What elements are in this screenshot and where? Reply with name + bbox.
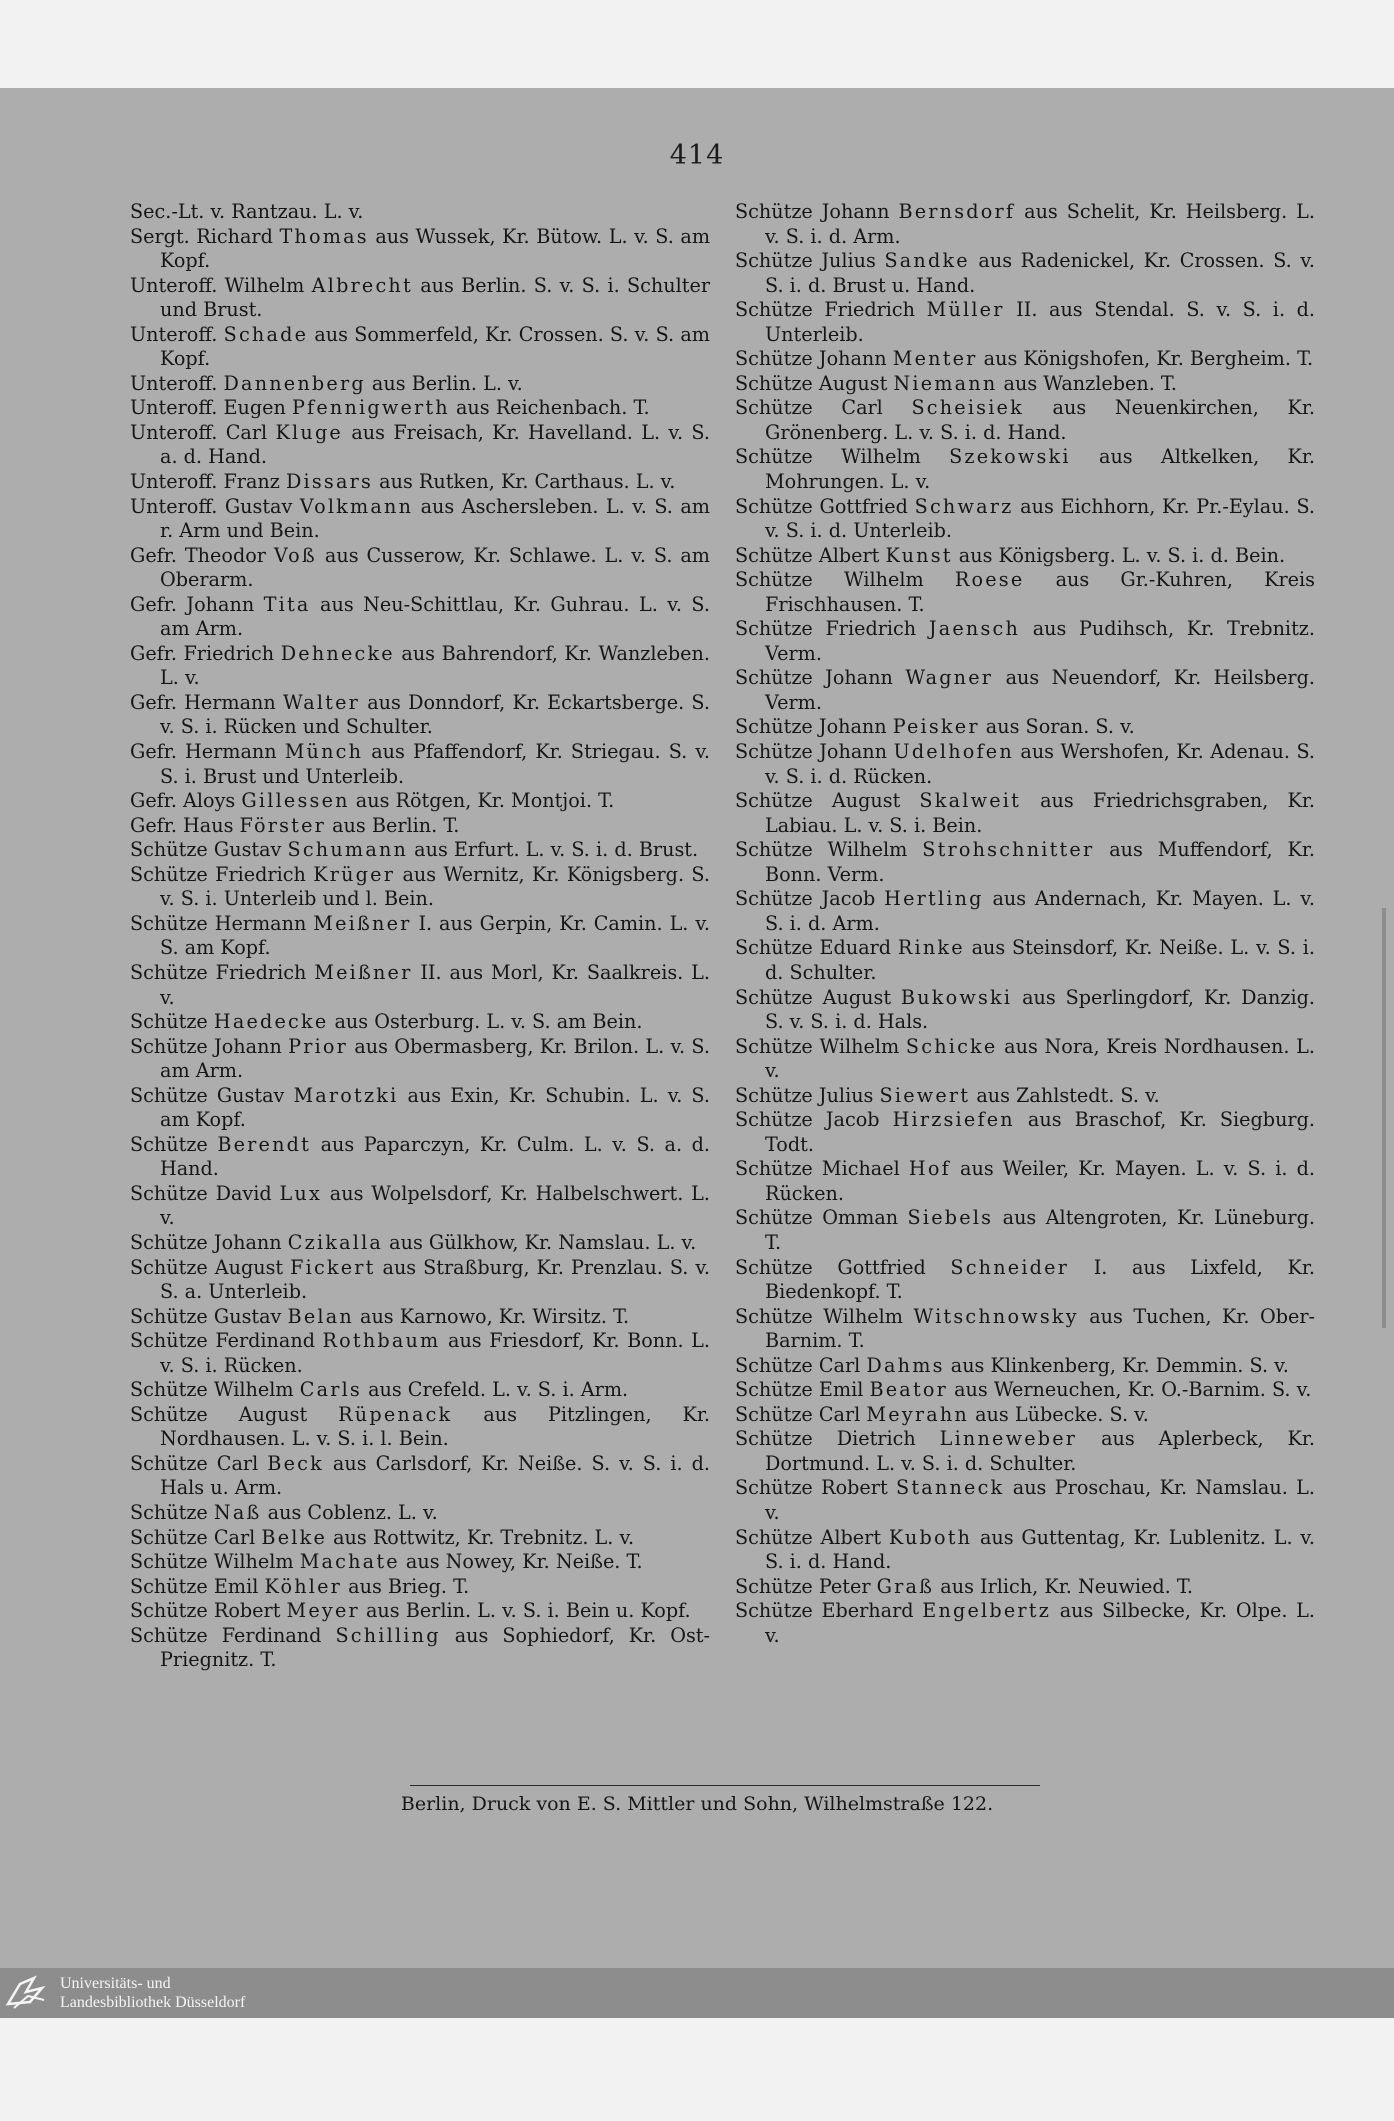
entry-text: Schütze Carl [735, 1353, 867, 1377]
entry-text: Unteroff. Carl [130, 420, 276, 444]
entry-surname: Hirzsiefen [892, 1108, 1015, 1132]
casualty-entry [735, 568, 1315, 617]
entry-text: Schütze Julius [735, 1083, 880, 1107]
casualty-entry [735, 1403, 1315, 1428]
entry-text: Unteroff. [130, 371, 224, 395]
casualty-entry [735, 495, 1315, 544]
entry-surname: Roese [954, 568, 1025, 592]
entry-text: aus Gr.-Kuhren, Kreis Frischhausen. T. [765, 568, 1316, 616]
library-watermark [4, 1970, 245, 2016]
casualty-entry [735, 1427, 1315, 1476]
entry-surname: Tita [263, 592, 311, 616]
entry-text: Schütze August [735, 371, 894, 395]
entry-text: Schütze Peter [735, 1574, 877, 1598]
entry-text: aus Sophiedorf, Kr. Ost-Priegnitz. T. [160, 1623, 710, 1672]
entry-text: Schütze Carl [130, 1451, 268, 1475]
entry-surname: Berendt [217, 1132, 312, 1156]
casualty-entry [735, 789, 1315, 838]
entry-surname: Dahms [866, 1353, 945, 1377]
entry-text: aus Berlin. L. v. S. i. Bein u. Kopf. [359, 1599, 691, 1623]
entry-text: Schütze Hermann [130, 911, 314, 935]
entry-text: II. aus Morl, Kr. Saalkreis. L. v. [160, 960, 710, 1009]
entry-text: aus Sommerfeld, Kr. Crossen. S. v. S. am Kopf. [160, 322, 710, 371]
entry-surname: Beck [267, 1451, 324, 1475]
entry-surname: Carls [299, 1378, 362, 1402]
entry-text: Unteroff. [130, 322, 224, 346]
library-name-line1: Universitäts- und [60, 1975, 171, 1992]
entry-text: aus Neuenkirchen, Kr. Grönenberg. L. v. S. i. d. Hand. [765, 396, 1315, 444]
casualty-entry [735, 1157, 1315, 1206]
entry-text: Schütze August [735, 985, 901, 1009]
entry-surname: Machate [299, 1550, 400, 1574]
printer-imprint: Berlin, Druck von E. S. Mittler und Sohn, Wilhelmstraße 122. [400, 1793, 994, 1815]
entry-text: aus Tuchen, Kr. Ober-Barnim. T. [765, 1304, 1315, 1353]
entry-text: Sec.-Lt. v. Rantzau. L. v. [130, 200, 364, 223]
entry-text: Unteroff. Wilhelm [130, 273, 312, 297]
entry-surname: Witschnowsky [913, 1304, 1079, 1328]
entry-surname: Marotzki [293, 1083, 399, 1107]
entry-text: aus Steinsdorf, Kr. Neiße. L. v. S. i. d. Schulter. [765, 936, 1315, 984]
casualty-entry [735, 1354, 1315, 1379]
casualty-entry [130, 863, 710, 912]
entry-text: Schütze Carl [130, 1525, 262, 1549]
casualty-entry [735, 396, 1315, 445]
casualty-entry [735, 298, 1315, 347]
scanned-page [0, 88, 1394, 2018]
casualty-entry [130, 642, 710, 691]
entry-surname: Beator [869, 1378, 948, 1402]
casualty-entry [130, 691, 710, 740]
entry-surname: Czikalla [287, 1230, 384, 1254]
casualty-entry [735, 1084, 1315, 1109]
entry-text: Schütze Wilhelm [735, 1034, 906, 1058]
entry-surname: Fickert [290, 1255, 376, 1279]
entry-text: Schütze Wilhelm [735, 838, 923, 862]
casualty-entry [735, 347, 1315, 372]
entry-surname: Belan [287, 1304, 354, 1328]
left-column [130, 200, 710, 1673]
entry-text: aus Friedrichsgraben, Kr. Labiau. L. v. S. i. Bein. [765, 789, 1315, 837]
library-logo-icon [4, 1970, 52, 2016]
casualty-entry [130, 1550, 710, 1575]
entry-text: aus Rutken, Kr. Carthaus. L. v. [373, 470, 676, 494]
entry-text: Gefr. Johann [130, 592, 264, 616]
entry-text: Schütze Johann [735, 715, 893, 739]
entry-text: aus Sperlingdorf, Kr. Danzig. S. v. S. i. d. Hals. [765, 985, 1315, 1034]
casualty-entry [735, 445, 1315, 494]
casualty-entry [735, 1476, 1315, 1525]
entry-surname: Naß [213, 1500, 262, 1524]
entry-text: aus Brieg. T. [342, 1574, 470, 1598]
entry-surname: Schneider [950, 1255, 1070, 1279]
entry-text: Schütze Friedrich [130, 862, 314, 886]
entry-text: Schütze Eduard [735, 936, 898, 960]
entry-surname: Haedecke [213, 1010, 329, 1034]
entry-text: Schütze Johann [735, 740, 894, 764]
entry-text: aus Wolpelsdorf, Kr. Halbelschwert. L. v. [160, 1181, 711, 1230]
entry-surname: Köhler [264, 1574, 343, 1598]
entry-text: aus Cusserow, Kr. Schlawe. L. v. S. am Oberarm. [160, 543, 711, 592]
casualty-entry [130, 372, 710, 397]
casualty-entry [735, 1378, 1315, 1403]
entry-text: Schütze Wilhelm [735, 445, 950, 469]
entry-text: I. aus Gerpin, Kr. Camin. L. v. S. am Kopf. [160, 911, 711, 960]
entry-surname: Engelbertz [922, 1599, 1052, 1623]
entry-surname: Kunst [885, 543, 953, 567]
entry-surname: Menter [892, 347, 978, 371]
entry-text: aus Pudihsch, Kr. Trebnitz. Verm. [765, 617, 1315, 665]
casualty-entry [735, 887, 1315, 936]
casualty-entry [735, 1575, 1315, 1600]
casualty-entry [130, 1329, 710, 1378]
entry-text: Schütze Johann [130, 1230, 288, 1254]
entry-surname: Meyrahn [866, 1402, 969, 1426]
entry-text: aus Pfaffendorf, Kr. Striegau. S. v. S. i. Brust und Unterleib. [160, 740, 710, 788]
entry-text: Gefr. Haus [130, 813, 240, 837]
entry-text: aus Freisach, Kr. Havelland. L. v. S. a. d. Hand. [160, 420, 710, 469]
entry-text: aus Friesdorf, Kr. Bonn. L. v. S. i. Rücken. [160, 1329, 710, 1377]
casualty-entry [130, 421, 710, 470]
entry-surname: Skalweit [919, 789, 1021, 813]
entry-surname: Bukowski [900, 985, 1013, 1009]
entry-text: aus Lübecke. S. v. [969, 1402, 1149, 1426]
entry-text: aus Neu-Schittlau, Kr. Guhrau. L. v. S. am Arm. [160, 592, 710, 641]
casualty-entry [130, 814, 710, 839]
entry-text: Schütze Wilhelm [130, 1550, 300, 1574]
entry-text: Schütze [130, 1010, 214, 1034]
entry-text: Gefr. Theodor [130, 543, 274, 567]
casualty-entry [735, 1206, 1315, 1255]
entry-text: aus Coblenz. L. v. [261, 1500, 438, 1524]
right-column [735, 200, 1315, 1648]
entry-surname: Rüpenack [338, 1402, 453, 1426]
entry-text: Schütze Eberhard [735, 1599, 923, 1623]
entry-text: aus Rottwitz, Kr. Trebnitz. L. v. [327, 1525, 635, 1549]
entry-text: aus Wussek, Kr. Bütow. L. v. S. am Kopf. [160, 224, 711, 273]
entry-surname: Belke [261, 1525, 327, 1549]
entry-text: Schütze Albert [735, 1525, 889, 1549]
scan-edge-shadow [1382, 908, 1386, 1328]
entry-surname: Kuboth [888, 1525, 973, 1549]
entry-surname: Graß [876, 1574, 935, 1598]
entry-text: Schütze August [130, 1402, 339, 1426]
entry-text: II. aus Stendal. S. v. S. i. d. Unterleib. [765, 298, 1315, 346]
casualty-entry [130, 789, 710, 814]
entry-surname: Peisker [892, 715, 980, 739]
entry-surname: Schilling [335, 1623, 441, 1647]
entry-text: Schütze Gottfried [735, 494, 915, 518]
casualty-entry [130, 740, 710, 789]
casualty-entry [735, 1305, 1315, 1354]
entry-text: aus Königshofen, Kr. Bergheim. T. [977, 347, 1314, 371]
casualty-entry [130, 470, 710, 495]
casualty-entry [130, 1378, 710, 1403]
casualty-entry [130, 1182, 710, 1231]
entry-text: Schütze Jacob [735, 1108, 893, 1132]
entry-surname: Schumann [287, 838, 409, 862]
casualty-entry [130, 495, 710, 544]
casualty-entry [735, 1108, 1315, 1157]
casualty-entry [130, 1501, 710, 1526]
casualty-entry [130, 274, 710, 323]
entry-surname: Linneweber [939, 1427, 1078, 1451]
entry-text: aus Zahlstedt. S. v. [970, 1083, 1160, 1107]
casualty-entry [735, 1035, 1315, 1084]
entry-text: Schütze Dietrich [735, 1427, 940, 1451]
entry-text: Schütze [130, 1500, 214, 1524]
entry-text: aus Nowey, Kr. Neiße. T. [399, 1550, 643, 1574]
entry-surname: Rothbaum [322, 1329, 441, 1353]
entry-text: Unteroff. Gustav [130, 494, 300, 518]
entry-text: aus Werneuchen, Kr. O.-Barnim. S. v. [947, 1378, 1312, 1402]
entry-text: Schütze Gottfried [735, 1255, 951, 1279]
casualty-entry [130, 200, 710, 225]
casualty-entry [735, 1526, 1315, 1575]
entry-surname: Niemann [893, 371, 998, 395]
entry-text: aus Obermasberg, Kr. Brilon. L. v. S. am Arm. [160, 1034, 710, 1083]
casualty-entry [130, 1599, 710, 1624]
casualty-entry [130, 912, 710, 961]
entry-text: aus Aschersleben. L. v. S. am r. Arm und Bein. [160, 494, 710, 543]
entry-surname: Jaensch [928, 617, 1021, 641]
casualty-entry [735, 838, 1315, 887]
entry-text: Schütze David [130, 1181, 280, 1205]
casualty-entry [130, 1305, 710, 1330]
entry-surname: Gillessen [241, 789, 350, 813]
entry-surname: Siebels [907, 1206, 994, 1230]
entry-text: aus Klinkenberg, Kr. Demmin. S. v. [944, 1353, 1289, 1377]
casualty-entry [130, 1231, 710, 1256]
casualty-entry [735, 249, 1315, 298]
entry-text: aus Wernitz, Kr. Königsberg. S. v. S. i. Unterleib und l. Bein. [160, 862, 710, 911]
entry-text: Schütze Gustav [130, 1083, 294, 1107]
casualty-entry [735, 1256, 1315, 1305]
entry-text: Schütze Friedrich [735, 298, 927, 322]
entry-text: aus Reichenbach. T. [449, 396, 650, 420]
entry-text: aus Berlin. S. v. S. i. Schulter und Brust. [160, 273, 710, 322]
entry-surname: Prior [288, 1034, 349, 1058]
entry-text: aus Bahrendorf, Kr. Wanzleben. L. v. [160, 641, 710, 690]
entry-text: Schütze Michael [735, 1157, 909, 1181]
entry-surname: Meyer [286, 1599, 360, 1623]
casualty-entry [130, 1084, 710, 1133]
entry-surname: Förster [239, 813, 327, 837]
entry-text: aus Straßburg, Kr. Prenzlau. S. v. S. a. Unterleib. [160, 1255, 711, 1304]
casualty-entry [735, 1599, 1315, 1648]
entry-text: Schütze Gustav [130, 1304, 288, 1328]
entry-text: aus Gülkhow, Kr. Namslau. L. v. [383, 1230, 697, 1254]
entry-surname: Pfennigwerth [291, 396, 450, 420]
entry-text: Schütze Carl [735, 396, 912, 420]
entry-text: aus Erfurt. L. v. S. i. d. Brust. [408, 838, 699, 862]
entry-text: aus Schelit, Kr. Heilsberg. L. v. S. i. d. Arm. [765, 200, 1315, 248]
entry-text: Schütze [130, 1132, 218, 1156]
entry-surname: Thomas [279, 224, 369, 248]
entry-text: Schütze Friedrich [735, 617, 929, 641]
entry-surname: Hertling [884, 887, 984, 911]
casualty-entry [130, 225, 710, 274]
entry-surname: Krüger [313, 862, 396, 886]
entry-surname: Lux [279, 1181, 322, 1205]
entry-text: Schütze Gustav [130, 838, 288, 862]
entry-text: Schütze Johann [130, 1034, 289, 1058]
entry-text: aus Altengroten, Kr. Lüneburg. T. [765, 1206, 1315, 1254]
library-name [60, 1974, 245, 2012]
entry-text: Gefr. Aloys [130, 789, 242, 813]
entry-surname: Dehnecke [280, 641, 395, 665]
entry-text: aus Paparczyn, Kr. Culm. L. v. S. a. d. Hand. [160, 1132, 710, 1181]
entry-text: Schütze Ferdinand [130, 1329, 323, 1353]
entry-text: aus Pitzlingen, Kr. Nordhausen. L. v. S. i. l. Bein. [160, 1402, 711, 1451]
entry-text: aus Donndorf, Kr. Eckartsberge. S. v. S. i. Rücken und Schulter. [160, 690, 710, 739]
entry-text: aus Soran. S. v. [979, 715, 1135, 739]
casualty-entry [130, 1256, 710, 1305]
entry-text: Schütze August [130, 1255, 291, 1279]
casualty-entry [130, 838, 710, 863]
casualty-entry [130, 1035, 710, 1084]
entry-surname: Strohschnitter [922, 838, 1095, 862]
entry-text: aus Guttentag, Kr. Lublenitz. L. v. S. i. d. Hand. [765, 1525, 1315, 1574]
entry-text: Schütze Wilhelm [735, 568, 955, 592]
entry-text: Gefr. Hermann [130, 690, 283, 714]
entry-text: aus Carlsdorf, Kr. Neiße. S. v. S. i. d. Hals u. Arm. [160, 1451, 710, 1500]
entry-surname: Dannenberg [223, 371, 366, 395]
entry-surname: Meißner [313, 911, 412, 935]
entry-surname: Volkmann [299, 494, 414, 518]
entry-text: Schütze Johann [735, 347, 893, 371]
entry-text: aus Radenickel, Kr. Crossen. S. v. S. i. d. Brust u. Hand. [765, 249, 1315, 297]
entry-text: aus Exin, Kr. Schubin. L. v. S. am Kopf. [160, 1083, 710, 1132]
entry-surname: Scheisiek [911, 396, 1024, 420]
entry-text: Schütze Wilhelm [735, 1304, 914, 1328]
casualty-entry [735, 715, 1315, 740]
casualty-entry [130, 396, 710, 421]
casualty-entry [735, 986, 1315, 1035]
entry-text: aus Königsberg. L. v. S. i. d. Bein. [952, 543, 1286, 567]
entry-surname: Stanneck [896, 1476, 1005, 1500]
entry-text: Schütze Albert [735, 543, 886, 567]
casualty-entry [735, 666, 1315, 715]
entry-text: I. aus Lixfeld, Kr. Biedenkopf. T. [765, 1255, 1316, 1304]
casualty-entry [130, 593, 710, 642]
entry-text: Schütze Carl [735, 1402, 867, 1426]
entry-text: Schütze Wilhelm [130, 1378, 300, 1402]
entry-text: aus Crefeld. L. v. S. i. Arm. [361, 1378, 629, 1402]
casualty-entry [735, 617, 1315, 666]
entry-text: Unteroff. Franz [130, 470, 286, 494]
entry-text: Schütze Jacob [735, 887, 885, 911]
entry-surname: Müller [926, 298, 1005, 322]
entry-text: aus Altkelken, Kr. Mohrungen. L. v. [765, 445, 1315, 494]
entry-surname: Hof [908, 1157, 951, 1181]
casualty-entry [130, 1526, 710, 1551]
entry-text: aus Silbecke, Kr. Olpe. L. v. [765, 1599, 1315, 1647]
entry-text: Unteroff. Eugen [130, 396, 292, 420]
library-name-line2: Landesbibliothek Düsseldorf [60, 1994, 246, 2011]
entry-text: aus Wanzleben. T. [997, 371, 1177, 395]
casualty-entry [735, 372, 1315, 397]
casualty-entry [735, 936, 1315, 985]
entry-text: aus Nora, Kreis Nordhausen. L. v. [765, 1034, 1315, 1083]
entry-surname: Siewert [879, 1083, 971, 1107]
casualty-entry [735, 200, 1315, 249]
entry-text: Schütze Omman [735, 1206, 908, 1230]
entry-surname: Bernsdorf [898, 200, 1016, 223]
entry-text: Schütze Emil [130, 1574, 265, 1598]
entry-text: aus Eichhorn, Kr. Pr.-Eylau. S. v. S. i. d. Unterleib. [765, 494, 1316, 543]
imprint-divider [410, 1785, 1040, 1786]
entry-text: aus Weiler, Kr. Mayen. L. v. S. i. d. Rücken. [765, 1157, 1315, 1205]
entry-text: Schütze Johann [735, 200, 899, 223]
entry-surname: Münch [284, 740, 364, 764]
entry-surname: Kluge [275, 420, 343, 444]
entry-text: aus Rötgen, Kr. Montjoi. T. [349, 789, 615, 813]
entry-text: aus Wershofen, Kr. Adenau. S. v. S. i. d. Rücken. [765, 740, 1315, 788]
entry-text: aus Aplerbeck, Kr. Dortmund. L. v. S. i. d. Schulter. [765, 1427, 1315, 1475]
entry-surname: Walter [282, 690, 361, 714]
entry-text: aus Karnowo, Kr. Wirsitz. T. [353, 1304, 630, 1328]
casualty-entry [735, 544, 1315, 569]
casualty-entry [130, 1133, 710, 1182]
casualty-entry [735, 740, 1315, 789]
casualty-entry [130, 1575, 710, 1600]
entry-text: Sergt. Richard [130, 224, 280, 248]
entry-text: Schütze Robert [735, 1476, 897, 1500]
entry-text: aus Osterburg. L. v. S. am Bein. [328, 1010, 643, 1034]
entry-surname: Schwarz [914, 494, 1014, 518]
entry-text: aus Irlich, Kr. Neuwied. T. [934, 1574, 1193, 1598]
entry-text: aus Proschau, Kr. Namslau. L. v. [765, 1476, 1316, 1524]
entry-text: aus Muffendorf, Kr. Bonn. Verm. [765, 838, 1315, 886]
entry-surname: Udelhofen [893, 740, 1014, 764]
entry-surname: Rinke [897, 936, 965, 960]
entry-text: aus Andernach, Kr. Mayen. L. v. S. i. d. Arm. [765, 887, 1315, 935]
entry-text: Schütze Emil [735, 1378, 870, 1402]
entry-text: Schütze Johann [735, 666, 906, 690]
entry-text: Gefr. Friedrich [130, 641, 281, 665]
entry-text: Schütze August [735, 789, 920, 813]
page-number: 414 [669, 140, 725, 171]
entry-surname: Schicke [905, 1034, 998, 1058]
entry-text: aus Berlin. L. v. [365, 371, 523, 395]
casualty-entry [130, 1010, 710, 1035]
entry-text: Schütze Friedrich [130, 960, 315, 984]
casualty-entry [130, 1403, 710, 1452]
casualty-entry [130, 1624, 710, 1673]
entry-surname: Dissars [285, 470, 374, 494]
entry-text: Schütze Robert [130, 1599, 287, 1623]
entry-text: aus Berlin. T. [326, 813, 460, 837]
entry-surname: Wagner [905, 666, 994, 690]
entry-text: Gefr. Hermann [130, 740, 285, 764]
casualty-entry [130, 544, 710, 593]
casualty-entry [130, 961, 710, 1010]
entry-surname: Sandke [884, 249, 970, 273]
casualty-entry [130, 323, 710, 372]
entry-text: Schütze Ferdinand [130, 1623, 336, 1647]
entry-surname: Meißner [314, 960, 413, 984]
entry-surname: Schade [223, 322, 309, 346]
entry-text: Schütze Julius [735, 249, 885, 273]
entry-surname: Szekowski [949, 445, 1071, 469]
entry-surname: Albrecht [311, 273, 413, 297]
casualty-entry [130, 1452, 710, 1501]
entry-surname: Voß [273, 543, 317, 567]
entry-text: aus Neuendorf, Kr. Heilsberg. Verm. [765, 666, 1315, 714]
entry-text: aus Braschof, Kr. Siegburg. Todt. [765, 1108, 1315, 1156]
